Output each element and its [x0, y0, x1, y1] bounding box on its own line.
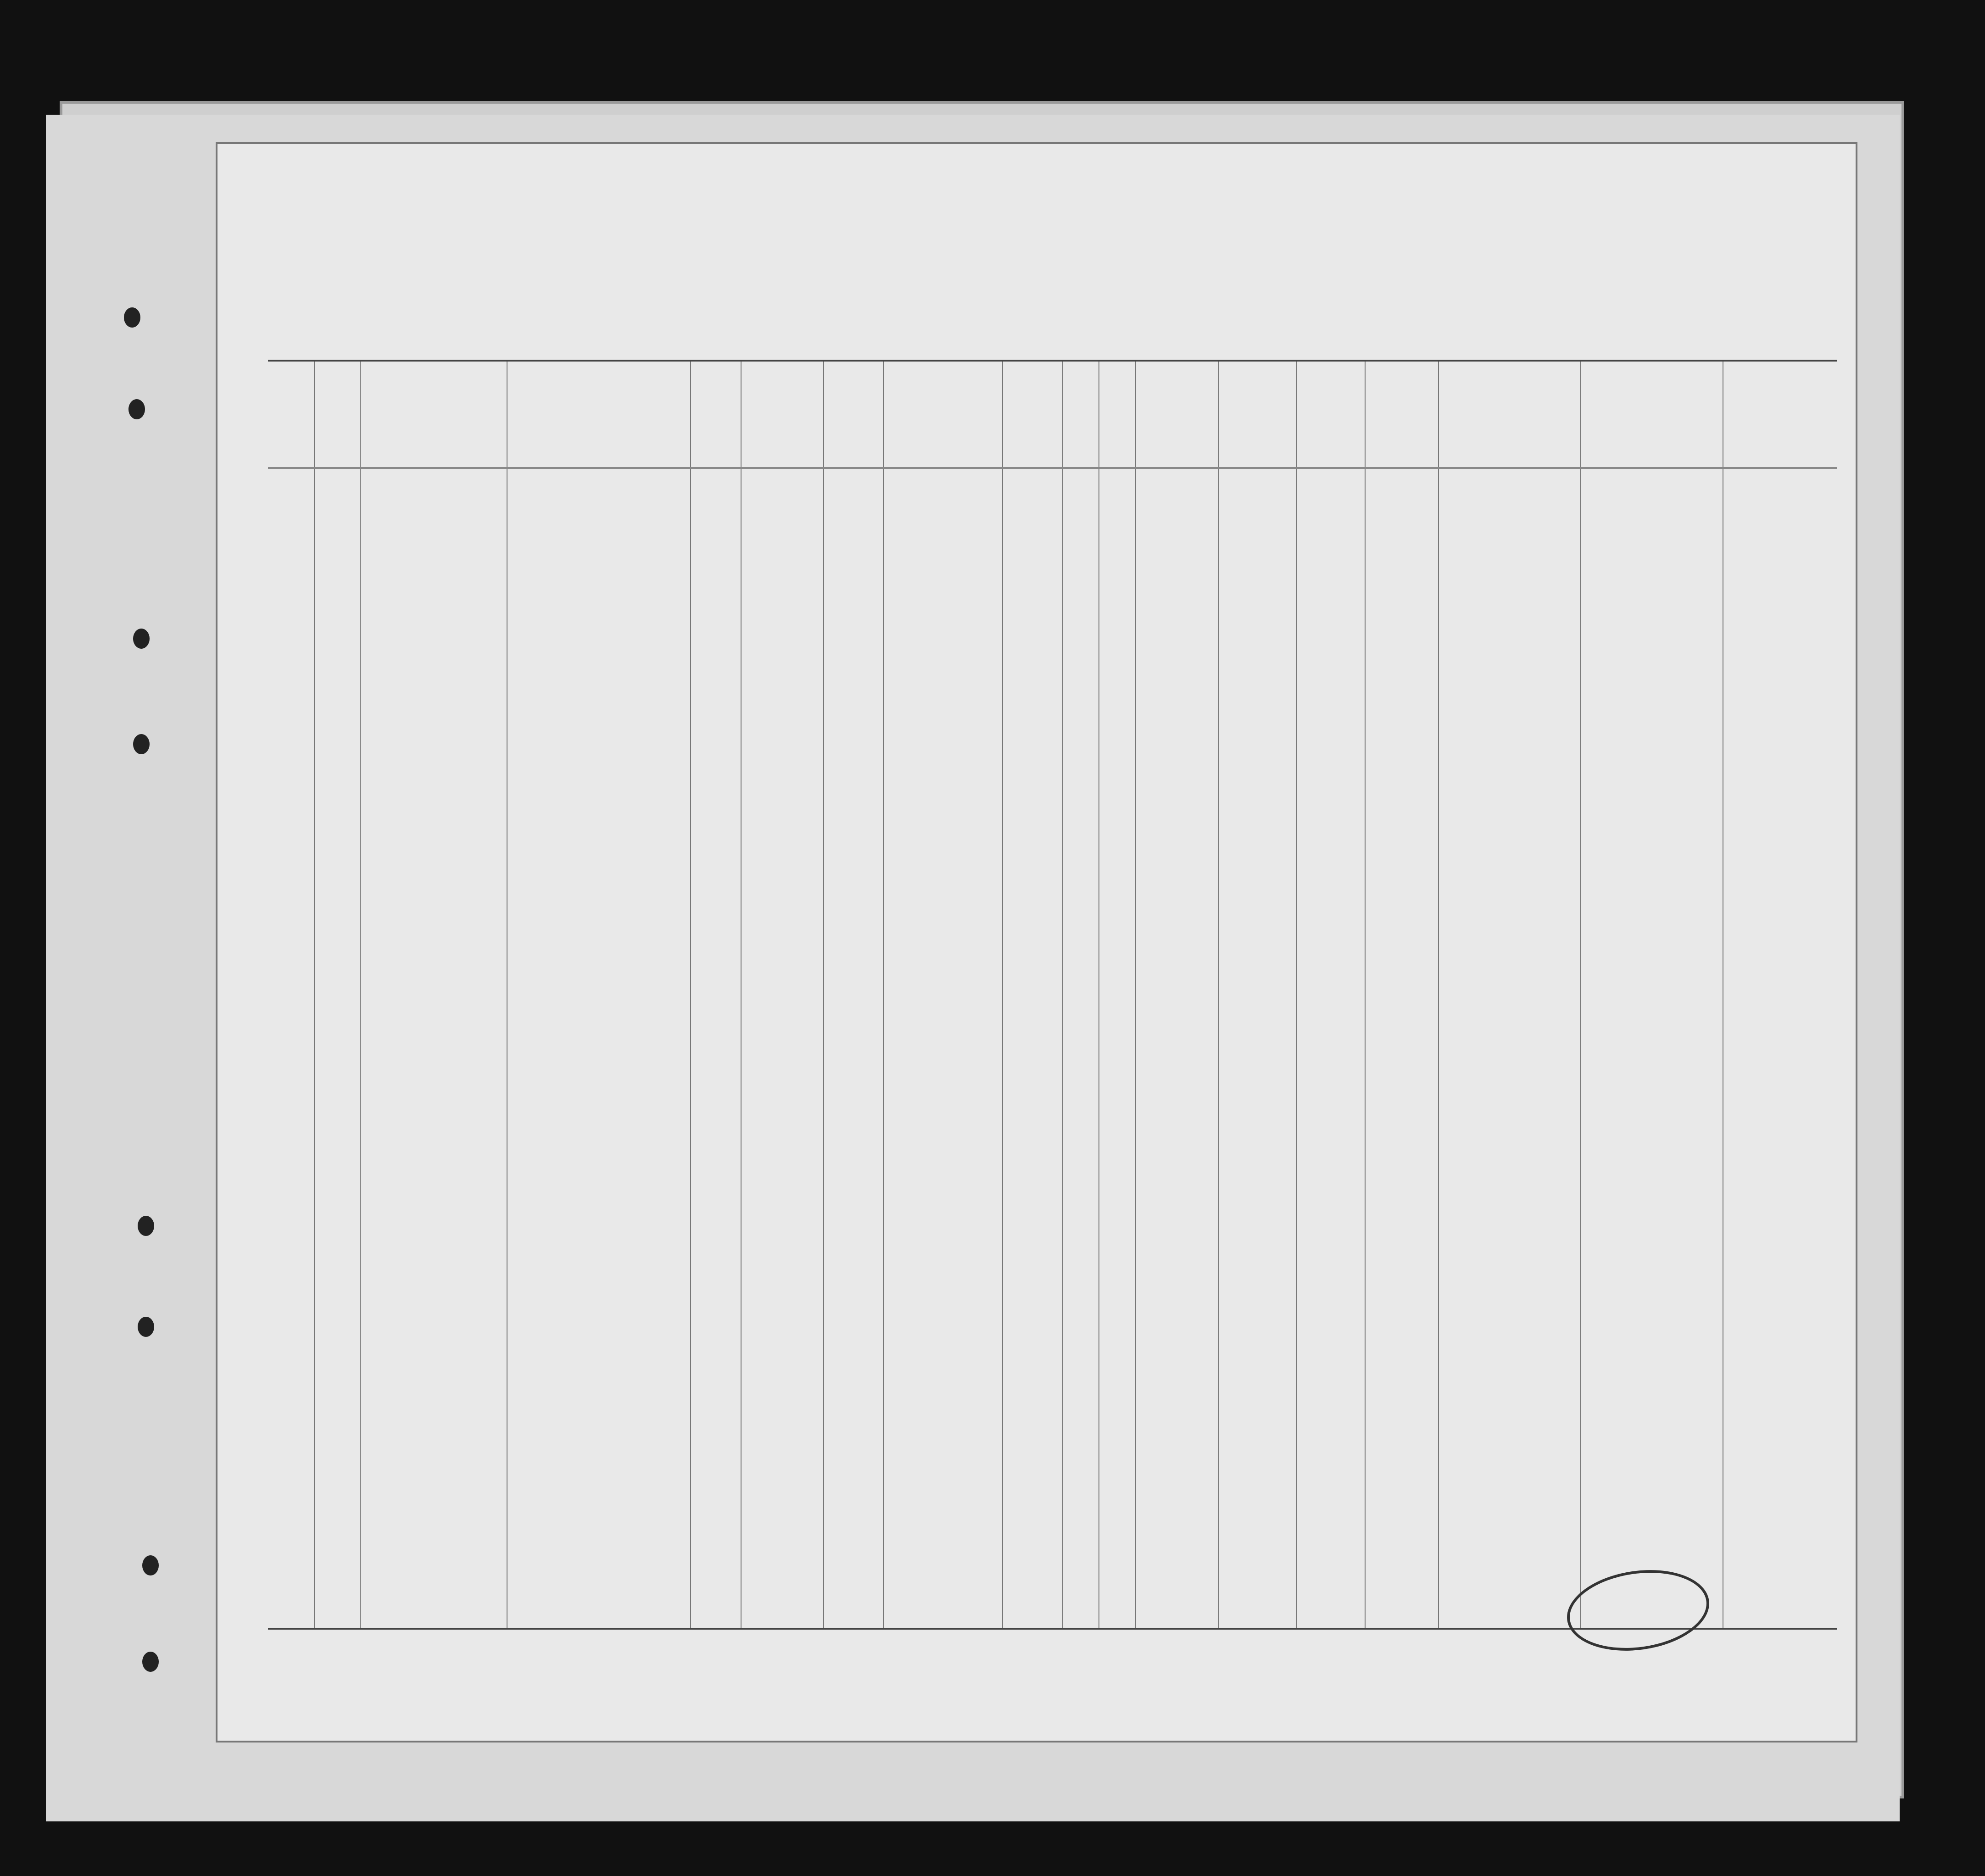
header-divider	[268, 467, 1837, 469]
column-divider	[1218, 362, 1219, 1628]
binder-hole	[124, 307, 140, 328]
column-header	[360, 366, 690, 368]
column-header	[1098, 366, 1135, 368]
binder-hole	[138, 1317, 154, 1337]
vessel-line	[401, 318, 1778, 341]
column-divider	[1580, 362, 1581, 1628]
sheet-number	[1832, 185, 1837, 209]
column-divider	[883, 362, 884, 1628]
column-divider	[314, 362, 315, 1628]
manifest-table	[268, 360, 1837, 1630]
column-header	[1723, 366, 1837, 368]
column-divider	[360, 362, 361, 1628]
column-divider	[1296, 362, 1297, 1628]
manifest-form	[216, 142, 1857, 1742]
binder-hole	[142, 1652, 159, 1672]
column-divider	[1365, 362, 1366, 1628]
column-header	[823, 366, 1002, 368]
binder-hole	[133, 629, 150, 649]
column-header	[1580, 366, 1723, 368]
binder-hole	[142, 1555, 159, 1575]
column-divider	[690, 362, 691, 1628]
column-header	[1218, 366, 1296, 368]
column-divider	[1135, 362, 1136, 1628]
column-header	[1062, 366, 1098, 368]
column-divider	[1062, 362, 1063, 1628]
column-divider	[1438, 362, 1439, 1628]
column-header	[314, 366, 360, 368]
binder-hole	[138, 1216, 154, 1236]
column-divider	[1002, 362, 1003, 1628]
column-header	[268, 366, 314, 368]
column-header	[1296, 366, 1365, 368]
column-divider	[741, 362, 742, 1628]
column-header	[1365, 366, 1438, 368]
column-divider	[1098, 362, 1099, 1628]
column-header	[1135, 366, 1218, 368]
column-divider	[823, 362, 824, 1628]
column-header	[690, 366, 741, 368]
binder-hole	[128, 399, 145, 419]
form-footer	[268, 1649, 1837, 1731]
binder-hole	[133, 734, 150, 754]
column-header	[1438, 366, 1580, 368]
column-header	[1002, 366, 1062, 368]
column-header	[741, 366, 823, 368]
